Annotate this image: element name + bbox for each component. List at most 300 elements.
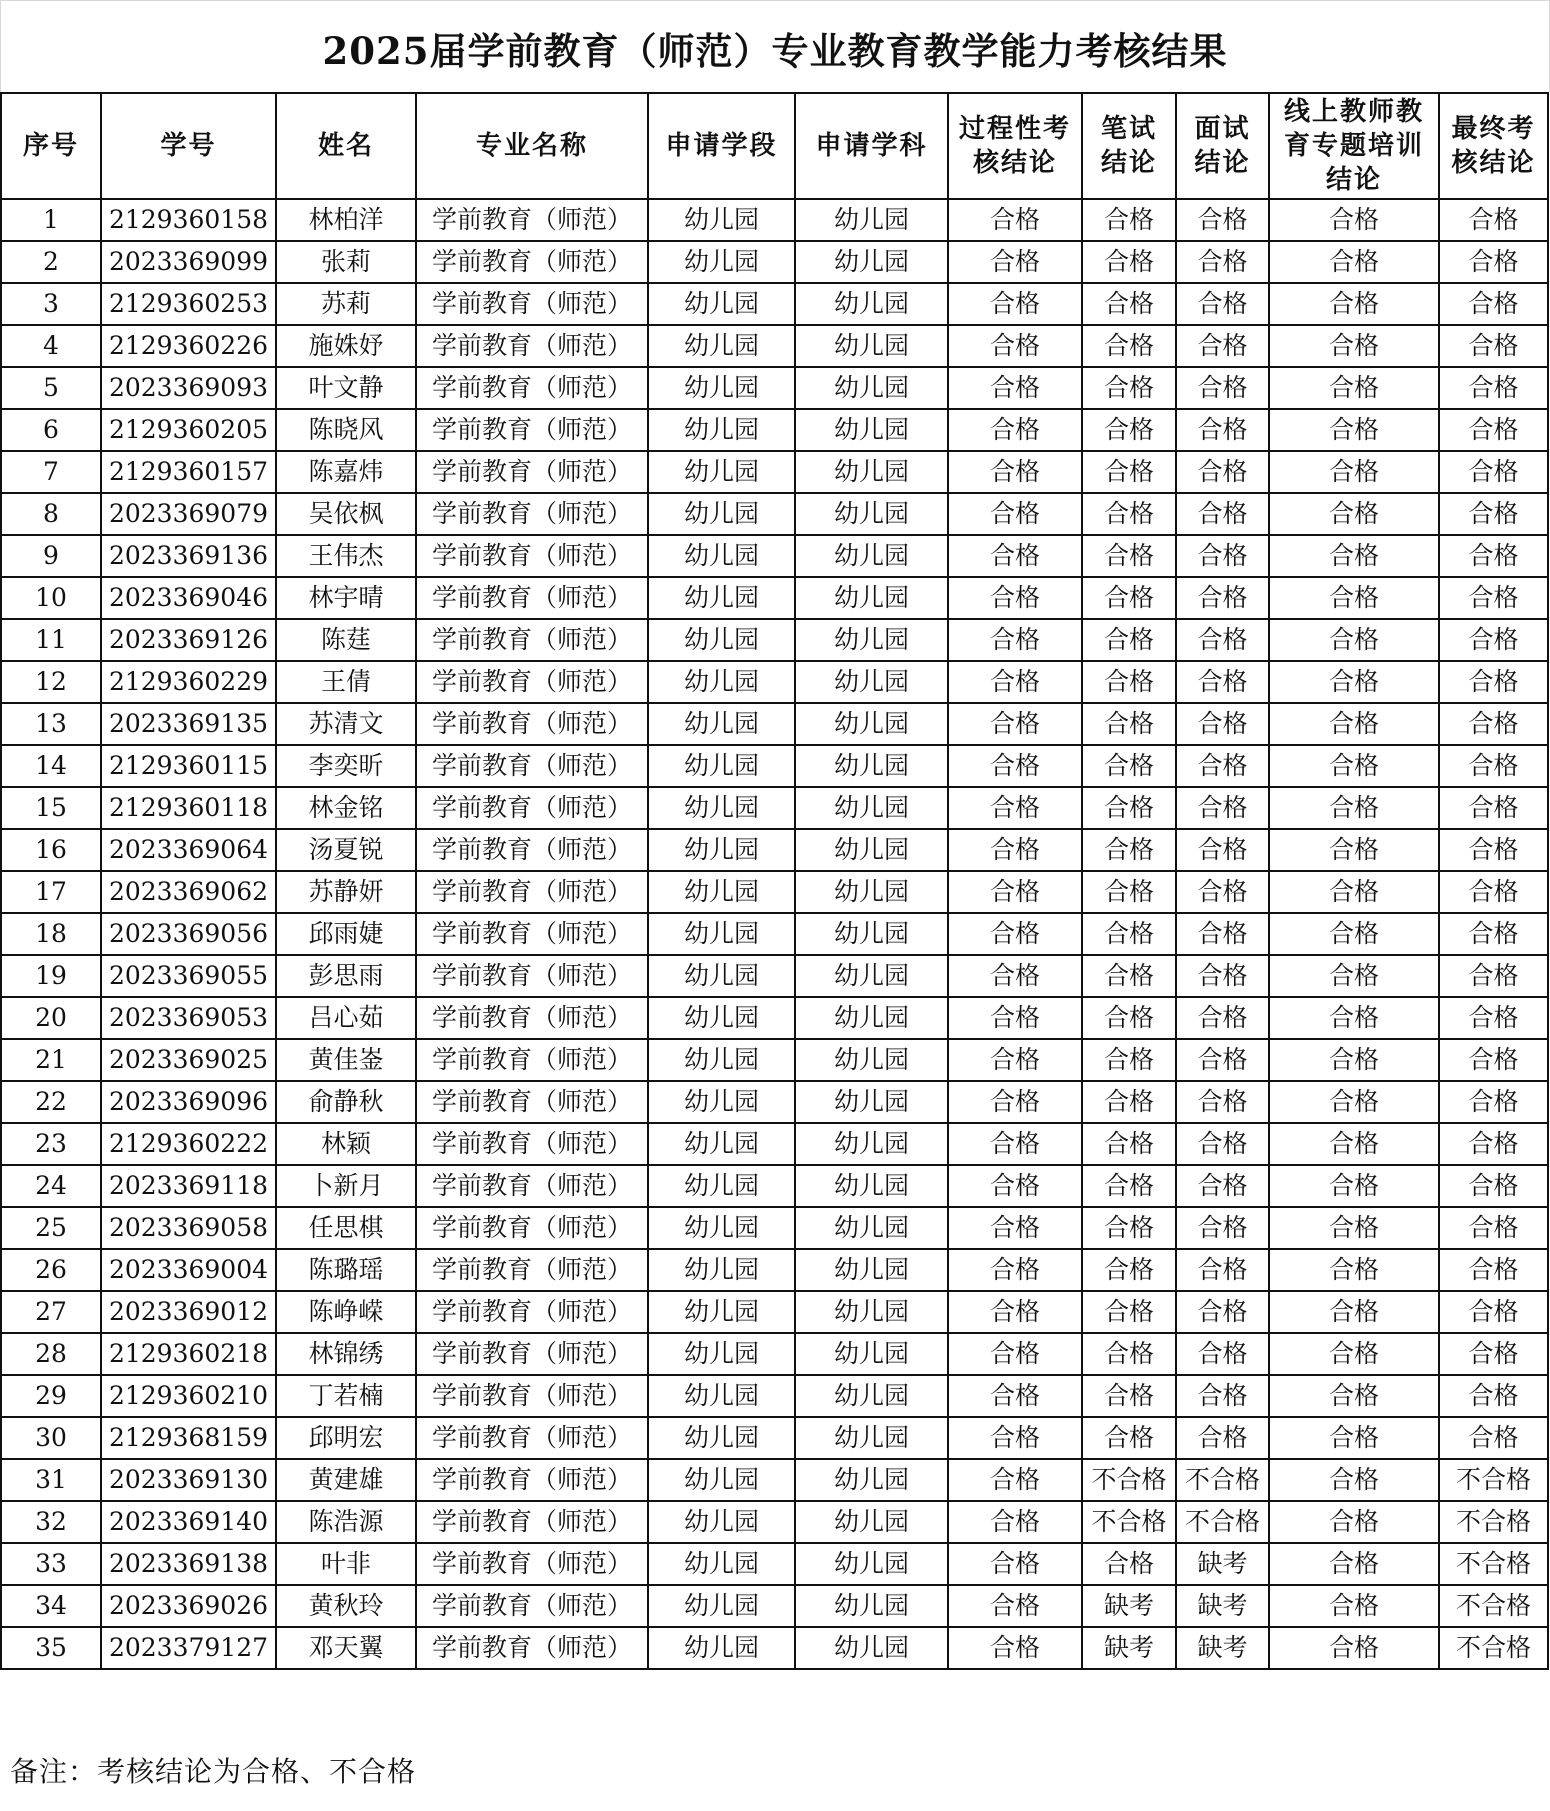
seq-cell: 35 [1, 1627, 101, 1669]
major-cell: 学前教育（师范） [416, 535, 648, 577]
student-id-cell: 2023369138 [101, 1543, 276, 1585]
seq-cell: 7 [1, 451, 101, 493]
subject-cell: 幼儿园 [795, 1333, 948, 1375]
name-cell: 丁若楠 [276, 1375, 416, 1417]
subject-cell: 幼儿园 [795, 1375, 948, 1417]
student-id-cell: 2023369055 [101, 955, 276, 997]
process-result-cell: 合格 [948, 1123, 1082, 1165]
table-row [1, 619, 1548, 661]
stage-cell: 幼儿园 [648, 535, 795, 577]
student-id-cell: 2023379127 [101, 1627, 276, 1669]
major-cell: 学前教育（师范） [416, 451, 648, 493]
online-training-result-cell: 合格 [1269, 955, 1439, 997]
table-row [1, 1585, 1548, 1627]
stage-cell: 幼儿园 [648, 1249, 795, 1291]
written-result-cell: 合格 [1082, 535, 1176, 577]
stage-cell: 幼儿园 [648, 1123, 795, 1165]
process-result-cell: 合格 [948, 913, 1082, 955]
seq-cell: 1 [1, 199, 101, 241]
subject-cell: 幼儿园 [795, 1585, 948, 1627]
major-cell: 学前教育（师范） [416, 577, 648, 619]
interview-result-cell: 合格 [1176, 283, 1269, 325]
name-cell: 吕心茹 [276, 997, 416, 1039]
name-cell: 王伟杰 [276, 535, 416, 577]
student-id-cell: 2023369130 [101, 1459, 276, 1501]
table-row [1, 451, 1548, 493]
stage-cell: 幼儿园 [648, 1039, 795, 1081]
table-row [1, 661, 1548, 703]
online-training-result-cell: 合格 [1269, 409, 1439, 451]
interview-result-cell: 合格 [1176, 1291, 1269, 1333]
process-result-cell: 合格 [948, 1501, 1082, 1543]
online-training-result-cell: 合格 [1269, 325, 1439, 367]
online-training-result-cell: 合格 [1269, 577, 1439, 619]
interview-result-cell: 合格 [1176, 1333, 1269, 1375]
seq-cell: 5 [1, 367, 101, 409]
final-result-cell: 不合格 [1439, 1543, 1548, 1585]
major-cell: 学前教育（师范） [416, 1207, 648, 1249]
seq-cell: 21 [1, 1039, 101, 1081]
seq-cell: 6 [1, 409, 101, 451]
stage-cell: 幼儿园 [648, 409, 795, 451]
final-result-cell: 合格 [1439, 1207, 1548, 1249]
name-cell: 王倩 [276, 661, 416, 703]
subject-cell: 幼儿园 [795, 1543, 948, 1585]
subject-cell: 幼儿园 [795, 1081, 948, 1123]
written-result-cell: 合格 [1082, 1333, 1176, 1375]
seq-cell: 28 [1, 1333, 101, 1375]
stage-cell: 幼儿园 [648, 871, 795, 913]
table-row [1, 787, 1548, 829]
process-result-cell: 合格 [948, 1081, 1082, 1123]
interview-result-cell: 合格 [1176, 1375, 1269, 1417]
subject-cell: 幼儿园 [795, 1207, 948, 1249]
written-result-cell: 合格 [1082, 1375, 1176, 1417]
online-training-result-cell: 合格 [1269, 1249, 1439, 1291]
major-cell: 学前教育（师范） [416, 1123, 648, 1165]
final-result-cell: 合格 [1439, 1333, 1548, 1375]
header-stage: 申请学段 [648, 93, 795, 199]
written-result-cell: 合格 [1082, 955, 1176, 997]
major-cell: 学前教育（师范） [416, 703, 648, 745]
header-name: 姓名 [276, 93, 416, 199]
written-result-cell: 合格 [1082, 1249, 1176, 1291]
header-online-training-result: 线上教师教育专题培训结论 [1269, 93, 1439, 199]
online-training-result-cell: 合格 [1269, 1459, 1439, 1501]
table-row [1, 703, 1548, 745]
online-training-result-cell: 合格 [1269, 787, 1439, 829]
written-result-cell: 合格 [1082, 241, 1176, 283]
student-id-cell: 2023369026 [101, 1585, 276, 1627]
written-result-cell: 合格 [1082, 619, 1176, 661]
interview-result-cell: 合格 [1176, 1207, 1269, 1249]
subject-cell: 幼儿园 [795, 1291, 948, 1333]
written-result-cell: 合格 [1082, 283, 1176, 325]
online-training-result-cell: 合格 [1269, 829, 1439, 871]
interview-result-cell: 合格 [1176, 535, 1269, 577]
stage-cell: 幼儿园 [648, 1333, 795, 1375]
subject-cell: 幼儿园 [795, 703, 948, 745]
student-id-cell: 2023369056 [101, 913, 276, 955]
name-cell: 李奕昕 [276, 745, 416, 787]
header-subject: 申请学科 [795, 93, 948, 199]
major-cell: 学前教育（师范） [416, 1375, 648, 1417]
process-result-cell: 合格 [948, 787, 1082, 829]
student-id-cell: 2023369046 [101, 577, 276, 619]
online-training-result-cell: 合格 [1269, 451, 1439, 493]
student-id-cell: 2023369093 [101, 367, 276, 409]
online-training-result-cell: 合格 [1269, 1291, 1439, 1333]
interview-result-cell: 缺考 [1176, 1543, 1269, 1585]
stage-cell: 幼儿园 [648, 1585, 795, 1627]
online-training-result-cell: 合格 [1269, 745, 1439, 787]
process-result-cell: 合格 [948, 661, 1082, 703]
subject-cell: 幼儿园 [795, 871, 948, 913]
written-result-cell: 合格 [1082, 1417, 1176, 1459]
student-id-cell: 2023369064 [101, 829, 276, 871]
seq-cell: 27 [1, 1291, 101, 1333]
subject-cell: 幼儿园 [795, 283, 948, 325]
subject-cell: 幼儿园 [795, 787, 948, 829]
header-major: 专业名称 [416, 93, 648, 199]
written-result-cell: 合格 [1082, 829, 1176, 871]
online-training-result-cell: 合格 [1269, 1543, 1439, 1585]
written-result-cell: 合格 [1082, 1039, 1176, 1081]
subject-cell: 幼儿园 [795, 409, 948, 451]
stage-cell: 幼儿园 [648, 577, 795, 619]
major-cell: 学前教育（师范） [416, 199, 648, 241]
seq-cell: 22 [1, 1081, 101, 1123]
online-training-result-cell: 合格 [1269, 661, 1439, 703]
final-result-cell: 合格 [1439, 493, 1548, 535]
online-training-result-cell: 合格 [1269, 1627, 1439, 1669]
stage-cell: 幼儿园 [648, 367, 795, 409]
interview-result-cell: 合格 [1176, 241, 1269, 283]
process-result-cell: 合格 [948, 829, 1082, 871]
student-id-cell: 2129360222 [101, 1123, 276, 1165]
name-cell: 张莉 [276, 241, 416, 283]
interview-result-cell: 合格 [1176, 1417, 1269, 1459]
name-cell: 叶文静 [276, 367, 416, 409]
final-result-cell: 合格 [1439, 913, 1548, 955]
final-result-cell: 合格 [1439, 577, 1548, 619]
written-result-cell: 合格 [1082, 871, 1176, 913]
major-cell: 学前教育（师范） [416, 661, 648, 703]
interview-result-cell: 合格 [1176, 409, 1269, 451]
seq-cell: 12 [1, 661, 101, 703]
online-training-result-cell: 合格 [1269, 913, 1439, 955]
student-id-cell: 2129368159 [101, 1417, 276, 1459]
student-id-cell: 2023369096 [101, 1081, 276, 1123]
subject-cell: 幼儿园 [795, 997, 948, 1039]
stage-cell: 幼儿园 [648, 1459, 795, 1501]
major-cell: 学前教育（师范） [416, 325, 648, 367]
table-row [1, 1375, 1548, 1417]
table-row [1, 283, 1548, 325]
name-cell: 苏莉 [276, 283, 416, 325]
name-cell: 林锦绣 [276, 1333, 416, 1375]
interview-result-cell: 合格 [1176, 913, 1269, 955]
process-result-cell: 合格 [948, 1249, 1082, 1291]
process-result-cell: 合格 [948, 199, 1082, 241]
student-id-cell: 2023369118 [101, 1165, 276, 1207]
seq-cell: 9 [1, 535, 101, 577]
interview-result-cell: 合格 [1176, 661, 1269, 703]
seq-cell: 19 [1, 955, 101, 997]
subject-cell: 幼儿园 [795, 619, 948, 661]
final-result-cell: 合格 [1439, 1081, 1548, 1123]
written-result-cell: 合格 [1082, 409, 1176, 451]
table-row [1, 1291, 1548, 1333]
subject-cell: 幼儿园 [795, 1459, 948, 1501]
final-result-cell: 合格 [1439, 283, 1548, 325]
student-id-cell: 2129360218 [101, 1333, 276, 1375]
process-result-cell: 合格 [948, 997, 1082, 1039]
major-cell: 学前教育（师范） [416, 1459, 648, 1501]
stage-cell: 幼儿园 [648, 745, 795, 787]
name-cell: 汤夏锐 [276, 829, 416, 871]
final-result-cell: 合格 [1439, 829, 1548, 871]
interview-result-cell: 合格 [1176, 745, 1269, 787]
name-cell: 叶非 [276, 1543, 416, 1585]
stage-cell: 幼儿园 [648, 1081, 795, 1123]
final-result-cell: 不合格 [1439, 1585, 1548, 1627]
stage-cell: 幼儿园 [648, 199, 795, 241]
stage-cell: 幼儿园 [648, 787, 795, 829]
major-cell: 学前教育（师范） [416, 871, 648, 913]
name-cell: 黄建雄 [276, 1459, 416, 1501]
interview-result-cell: 合格 [1176, 997, 1269, 1039]
written-result-cell: 合格 [1082, 493, 1176, 535]
student-id-cell: 2129360157 [101, 451, 276, 493]
process-result-cell: 合格 [948, 703, 1082, 745]
major-cell: 学前教育（师范） [416, 1333, 648, 1375]
final-result-cell: 合格 [1439, 241, 1548, 283]
final-result-cell: 不合格 [1439, 1501, 1548, 1543]
header-row [1, 93, 1548, 199]
final-result-cell: 不合格 [1439, 1627, 1548, 1669]
process-result-cell: 合格 [948, 535, 1082, 577]
seq-cell: 30 [1, 1417, 101, 1459]
stage-cell: 幼儿园 [648, 1543, 795, 1585]
student-id-cell: 2129360210 [101, 1375, 276, 1417]
interview-result-cell: 合格 [1176, 325, 1269, 367]
table-row [1, 1543, 1548, 1585]
table-row [1, 1207, 1548, 1249]
stage-cell: 幼儿园 [648, 1501, 795, 1543]
name-cell: 彭思雨 [276, 955, 416, 997]
seq-cell: 29 [1, 1375, 101, 1417]
online-training-result-cell: 合格 [1269, 1585, 1439, 1627]
major-cell: 学前教育（师范） [416, 283, 648, 325]
final-result-cell: 合格 [1439, 703, 1548, 745]
final-result-cell: 合格 [1439, 367, 1548, 409]
major-cell: 学前教育（师范） [416, 787, 648, 829]
process-result-cell: 合格 [948, 325, 1082, 367]
major-cell: 学前教育（师范） [416, 829, 648, 871]
student-id-cell: 2129360226 [101, 325, 276, 367]
major-cell: 学前教育（师范） [416, 1585, 648, 1627]
written-result-cell: 合格 [1082, 1291, 1176, 1333]
student-id-cell: 2023369079 [101, 493, 276, 535]
final-result-cell: 合格 [1439, 1375, 1548, 1417]
interview-result-cell: 不合格 [1176, 1459, 1269, 1501]
final-result-cell: 合格 [1439, 787, 1548, 829]
process-result-cell: 合格 [948, 1039, 1082, 1081]
online-training-result-cell: 合格 [1269, 1039, 1439, 1081]
seq-cell: 31 [1, 1459, 101, 1501]
stage-cell: 幼儿园 [648, 913, 795, 955]
table-row [1, 1081, 1548, 1123]
written-result-cell: 缺考 [1082, 1585, 1176, 1627]
interview-result-cell: 合格 [1176, 1081, 1269, 1123]
table-row [1, 1417, 1548, 1459]
process-result-cell: 合格 [948, 745, 1082, 787]
name-cell: 吴依枫 [276, 493, 416, 535]
interview-result-cell: 合格 [1176, 829, 1269, 871]
interview-result-cell: 合格 [1176, 703, 1269, 745]
final-result-cell: 合格 [1439, 1123, 1548, 1165]
written-result-cell: 合格 [1082, 451, 1176, 493]
student-id-cell: 2023369004 [101, 1249, 276, 1291]
interview-result-cell: 合格 [1176, 451, 1269, 493]
final-result-cell: 合格 [1439, 409, 1548, 451]
header-written-result: 笔试结论 [1082, 93, 1176, 199]
written-result-cell: 合格 [1082, 1165, 1176, 1207]
name-cell: 陈晓风 [276, 409, 416, 451]
name-cell: 陈莛 [276, 619, 416, 661]
header-final-result: 最终考核结论 [1439, 93, 1548, 199]
seq-cell: 4 [1, 325, 101, 367]
page-title: 2025届学前教育（师范）专业教育教学能力考核结果 [0, 0, 1550, 92]
process-result-cell: 合格 [948, 1417, 1082, 1459]
stage-cell: 幼儿园 [648, 241, 795, 283]
subject-cell: 幼儿园 [795, 913, 948, 955]
student-id-cell: 2129360115 [101, 745, 276, 787]
final-result-cell: 合格 [1439, 325, 1548, 367]
process-result-cell: 合格 [948, 1165, 1082, 1207]
stage-cell: 幼儿园 [648, 325, 795, 367]
written-result-cell: 合格 [1082, 913, 1176, 955]
process-result-cell: 合格 [948, 577, 1082, 619]
written-result-cell: 合格 [1082, 367, 1176, 409]
process-result-cell: 合格 [948, 1207, 1082, 1249]
stage-cell: 幼儿园 [648, 619, 795, 661]
final-result-cell: 合格 [1439, 661, 1548, 703]
online-training-result-cell: 合格 [1269, 241, 1439, 283]
interview-result-cell: 合格 [1176, 787, 1269, 829]
seq-cell: 34 [1, 1585, 101, 1627]
major-cell: 学前教育（师范） [416, 241, 648, 283]
interview-result-cell: 不合格 [1176, 1501, 1269, 1543]
major-cell: 学前教育（师范） [416, 745, 648, 787]
major-cell: 学前教育（师范） [416, 1501, 648, 1543]
major-cell: 学前教育（师范） [416, 1627, 648, 1669]
name-cell: 施姝妤 [276, 325, 416, 367]
written-result-cell: 合格 [1082, 661, 1176, 703]
major-cell: 学前教育（师范） [416, 493, 648, 535]
subject-cell: 幼儿园 [795, 1501, 948, 1543]
footnote: 备注：考核结论为合格、不合格 [10, 1755, 417, 1788]
online-training-result-cell: 合格 [1269, 1123, 1439, 1165]
name-cell: 苏清文 [276, 703, 416, 745]
online-training-result-cell: 合格 [1269, 619, 1439, 661]
table-row [1, 871, 1548, 913]
student-id-cell: 2023369126 [101, 619, 276, 661]
table-row [1, 1123, 1548, 1165]
stage-cell: 幼儿园 [648, 1291, 795, 1333]
table-row [1, 1333, 1548, 1375]
student-id-cell: 2129360205 [101, 409, 276, 451]
table-row [1, 409, 1548, 451]
stage-cell: 幼儿园 [648, 829, 795, 871]
process-result-cell: 合格 [948, 451, 1082, 493]
seq-cell: 17 [1, 871, 101, 913]
online-training-result-cell: 合格 [1269, 1333, 1439, 1375]
process-result-cell: 合格 [948, 493, 1082, 535]
name-cell: 陈浩源 [276, 1501, 416, 1543]
stage-cell: 幼儿园 [648, 955, 795, 997]
name-cell: 林柏洋 [276, 199, 416, 241]
interview-result-cell: 合格 [1176, 493, 1269, 535]
interview-result-cell: 合格 [1176, 871, 1269, 913]
written-result-cell: 合格 [1082, 1543, 1176, 1585]
process-result-cell: 合格 [948, 871, 1082, 913]
seq-cell: 25 [1, 1207, 101, 1249]
process-result-cell: 合格 [948, 1585, 1082, 1627]
subject-cell: 幼儿园 [795, 241, 948, 283]
written-result-cell: 合格 [1082, 577, 1176, 619]
subject-cell: 幼儿园 [795, 829, 948, 871]
table-row [1, 199, 1548, 241]
stage-cell: 幼儿园 [648, 703, 795, 745]
table-row [1, 1459, 1548, 1501]
process-result-cell: 合格 [948, 283, 1082, 325]
table-row [1, 535, 1548, 577]
seq-cell: 23 [1, 1123, 101, 1165]
table-row [1, 577, 1548, 619]
major-cell: 学前教育（师范） [416, 1039, 648, 1081]
student-id-cell: 2023369140 [101, 1501, 276, 1543]
interview-result-cell: 合格 [1176, 199, 1269, 241]
process-result-cell: 合格 [948, 241, 1082, 283]
subject-cell: 幼儿园 [795, 535, 948, 577]
interview-result-cell: 缺考 [1176, 1585, 1269, 1627]
stage-cell: 幼儿园 [648, 997, 795, 1039]
table-row [1, 997, 1548, 1039]
seq-cell: 26 [1, 1249, 101, 1291]
major-cell: 学前教育（师范） [416, 997, 648, 1039]
written-result-cell: 合格 [1082, 787, 1176, 829]
table-row [1, 367, 1548, 409]
major-cell: 学前教育（师范） [416, 1165, 648, 1207]
stage-cell: 幼儿园 [648, 451, 795, 493]
stage-cell: 幼儿园 [648, 1627, 795, 1669]
student-id-cell: 2023369135 [101, 703, 276, 745]
student-id-cell: 2023369025 [101, 1039, 276, 1081]
final-result-cell: 合格 [1439, 451, 1548, 493]
table-row [1, 1249, 1548, 1291]
name-cell: 邱雨婕 [276, 913, 416, 955]
written-result-cell: 合格 [1082, 703, 1176, 745]
subject-cell: 幼儿园 [795, 1249, 948, 1291]
table-row [1, 493, 1548, 535]
subject-cell: 幼儿园 [795, 955, 948, 997]
name-cell: 陈峥嵘 [276, 1291, 416, 1333]
final-result-cell: 合格 [1439, 619, 1548, 661]
final-result-cell: 合格 [1439, 199, 1548, 241]
subject-cell: 幼儿园 [795, 1417, 948, 1459]
